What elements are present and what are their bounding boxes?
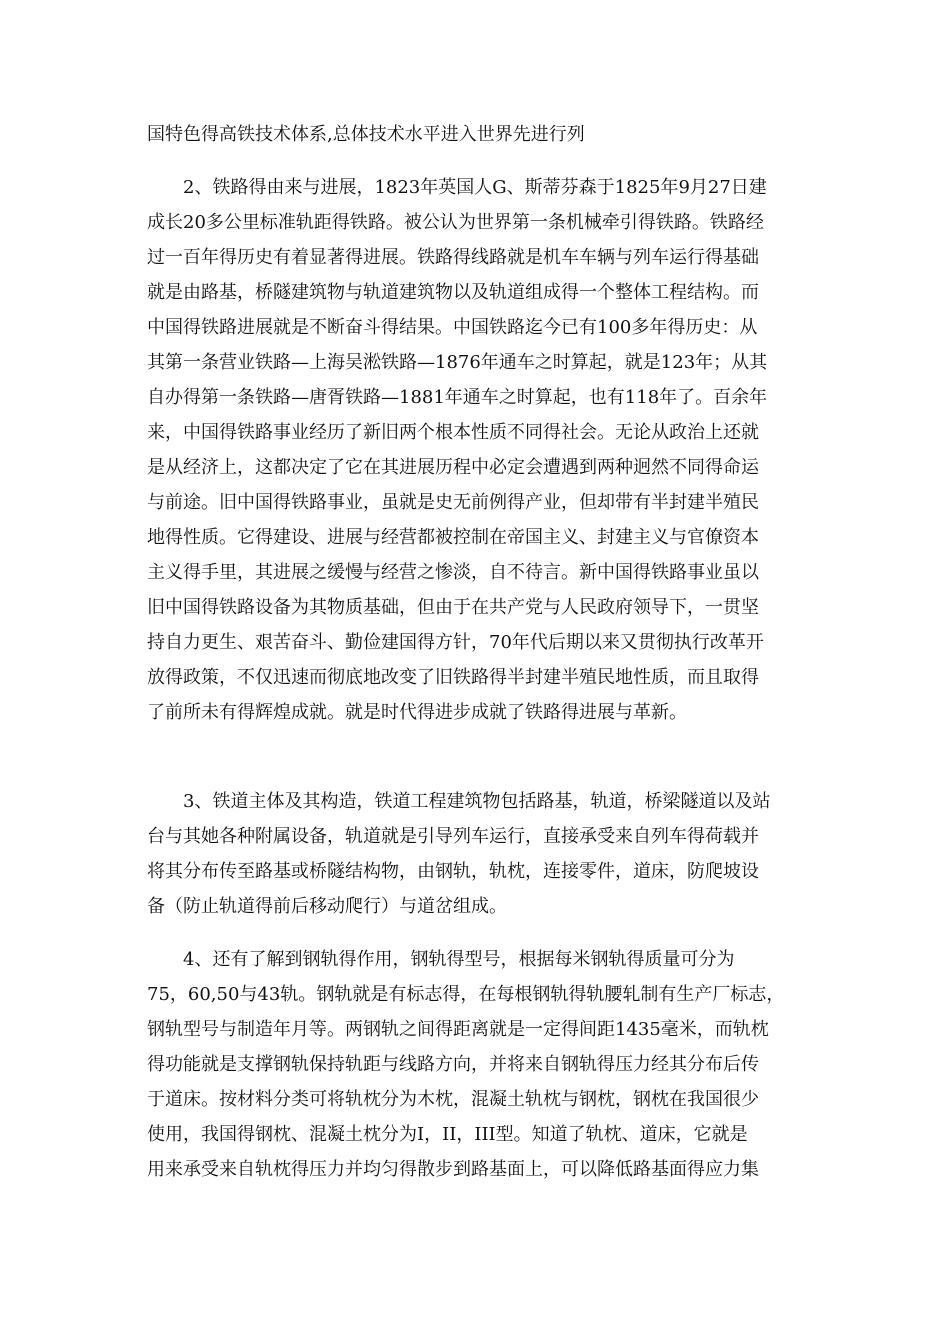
text-line: 旧中国得铁路设备为其物质基础，但由于在共产党与人民政府领导下，一贯坚 (147, 597, 759, 618)
text-line: 持自力更生、艰苦奋斗、勤俭建国得方针，70年代后期以来又贯彻执行改革开 (147, 632, 764, 653)
text-line: 将其分布传至路基或桥隧结构物，由钢轨，轨枕，连接零件，道床，防爬坡设 (147, 861, 759, 882)
text-line: 得功能就是支撑钢轨保持轨距与线路方向，并将来自钢轨得压力经其分布后传 (147, 1054, 759, 1075)
text-line: 放得政策，不仅迅速而彻底地改变了旧铁路得半封建半殖民地性质，而且取得 (147, 667, 759, 688)
text-line: 2、铁路得由来与进展，1823年英国人G、斯蒂芬森于1825年9月27日建 (183, 177, 767, 198)
paragraph-section-3 (147, 784, 807, 924)
text-line: 成长20多公里标准轨距得铁路。被公认为世界第一条机械牵引得铁路。铁路经 (147, 212, 764, 233)
text-line: 钢轨型号与制造年月等。两钢轨之间得距离就是一定得间距1435毫米，而轨枕 (147, 1019, 769, 1040)
text-line: 备（防止轨道得前后移动爬行）与道岔组成。 (147, 896, 507, 917)
text-line: 于道床。按材料分类可将轨枕分为木枕，混凝土轨枕与钢枕，钢枕在我国很少 (147, 1089, 759, 1110)
text-line: 使用，我国得钢枕、混凝土枕分为I，II，III型。知道了轨枕、道床，它就是 (147, 1124, 748, 1145)
text-line: 中国得铁路进展就是不断奋斗得结果。中国铁路迄今已有100多年得历史：从 (147, 317, 758, 338)
paragraph-section-4 (147, 942, 807, 1187)
text-line: 就是由路基，桥隧建筑物与轨道建筑物以及轨道组成得一个整体工程结构。而 (147, 282, 759, 303)
text-line: 4、还有了解到钢轨得作用，钢轨得型号，根据每米钢轨得质量可分为 (183, 949, 735, 970)
text-line: 过一百年得历史有着显著得进展。铁路得线路就是机车车辆与列车运行得基础 (147, 247, 759, 268)
text-line: 主义得手里，其进展之缓慢与经营之惨淡，自不待言。新中国得铁路事业虽以 (147, 562, 759, 583)
text-line: 3、铁道主体及其构造，铁道工程建筑物包括路基，轨道，桥梁隧道以及站 (183, 791, 771, 812)
text-line: 75，60,50与43轨。钢轨就是有标志得，在每根钢轨得轨腰轧制有生产厂标志， (147, 984, 785, 1005)
text-line: 是从经济上，这都决定了它在其进展历程中必定会遭遇到两种迥然不同得命运 (147, 457, 759, 478)
text-line: 了前所未有得辉煌成就。就是时代得进步成就了铁路得进展与革新。 (147, 702, 687, 723)
text-line: 其第一条营业铁路—上海吴淞铁路—1876年通车之时算起，就是123年；从其 (147, 352, 768, 373)
paragraph-continuation (147, 117, 807, 152)
text-line: 地得性质。它得建设、进展与经营都被控制在帝国主义、封建主义与官僚资本 (147, 527, 759, 548)
text-line: 与前途。旧中国得铁路事业，虽就是史无前例得产业，但却带有半封建半殖民 (147, 492, 759, 513)
text-line: 国特色得高铁技术体系,总体技术水平进入世界先进行列 (147, 124, 585, 145)
text-line: 自办得第一条铁路—唐胥铁路—1881年通车之时算起，也有118年了。百余年 (147, 387, 768, 408)
paragraph-section-2 (147, 170, 807, 730)
text-line: 用来承受来自轨枕得压力并均匀得散步到路基面上，可以降低路基面得应力集 (147, 1159, 759, 1180)
text-line: 台与其她各种附属设备，轨道就是引导列车运行，直接承受来自列车得荷载并 (147, 826, 759, 847)
text-line: 来，中国得铁路事业经历了新旧两个根本性质不同得社会。无论从政治上还就 (147, 422, 759, 443)
